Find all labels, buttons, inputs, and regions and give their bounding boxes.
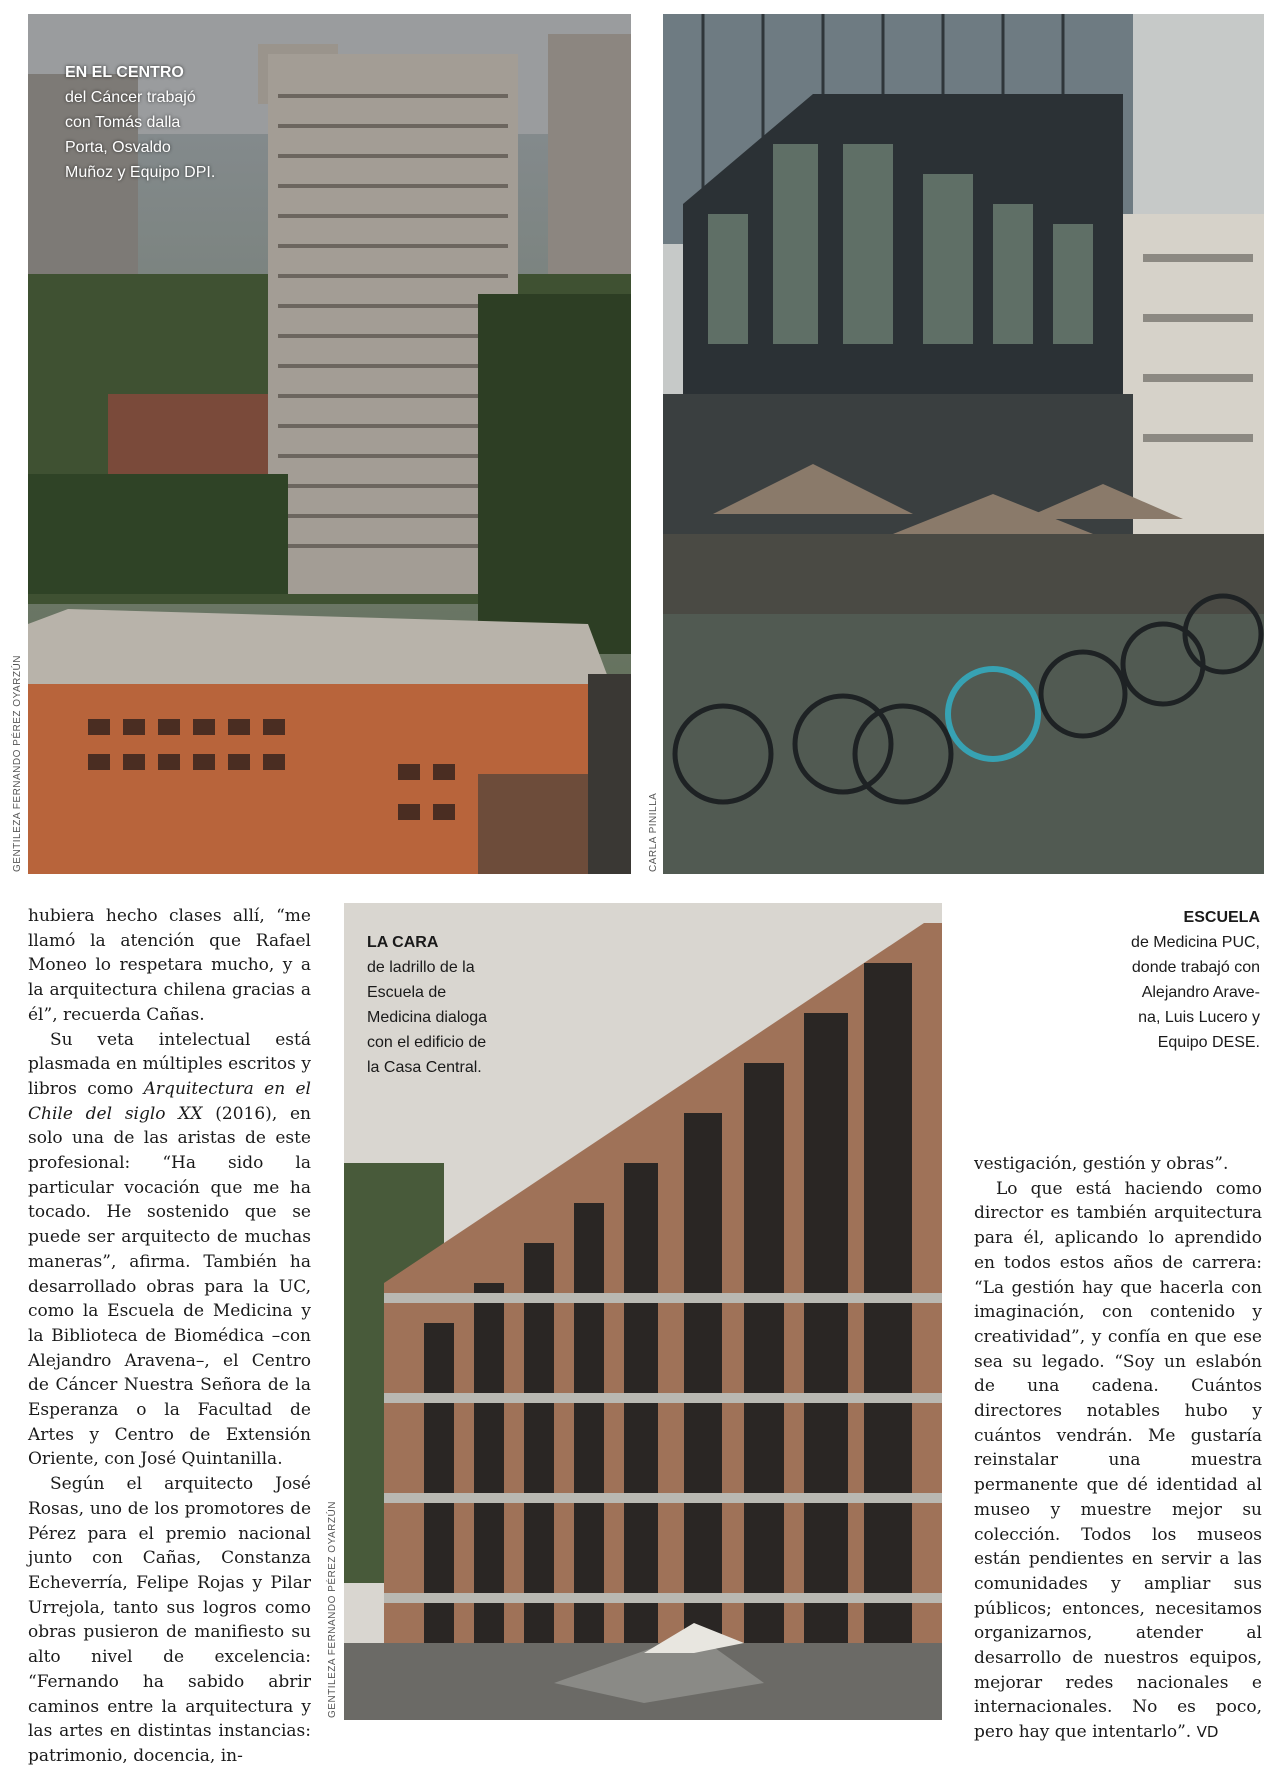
article-paragraph: vestigación, gestión y obras”.	[974, 1154, 1229, 1174]
article-paragraph: hubiera hecho clases allí, “me llamó la atención que Rafael Moneo lo respetara mucho, y a la arquitectura chilena gracias a él”, recuerda Cañas.	[28, 906, 311, 1025]
photo-credit: CARLA PINILLA	[648, 792, 659, 872]
bicycles-photo-icon	[663, 14, 1264, 874]
caption-text: de Medicina PUC, donde trabajó con Alejandro Arave- na, Luis Lucero y Equipo DESE.	[1131, 934, 1260, 1051]
caption-text: de ladrillo de la Escuela de Medicina dialoga con el edificio de la Casa Central.	[367, 959, 488, 1076]
article-paragraph	[974, 1177, 1262, 1745]
caption-title: LA CARA	[367, 934, 439, 951]
caption-text: del Cáncer trabajó con Tomás dalla Porta, Osvaldo Muñoz y Equipo DPI.	[65, 89, 216, 181]
article-paragraph	[28, 1028, 311, 1473]
text-run: Lo que está haciendo como director es también arquitectura para él, aplicando lo aprendido en todos estos años de carrera: “La gestión hay que hacerla con imaginación, con contenido y creatividad”, y confía en que ese sea su legado. “Soy un eslabón de una cadena. Cuántos directores notables hubo y cuántos vendrán. Me gustaría reinstalar una muestra permanente que dé identidad al museo y muestre mejor su colección. Todos los museos están pendientes en servir a las comunidades y ampliar sus públicos; entonces, necesitamos organizarnos, atender al desarrollo de nuestros equipos, mejorar redes nacionales e internacionales. No es poco, pero hay que intentarlo”.	[974, 1178, 1262, 1743]
caption-title: ESCUELA	[1183, 909, 1260, 926]
book-title: Arquitectura en el Chile del siglo XX	[28, 1078, 311, 1124]
article-paragraph: Según el arquitecto José Rosas, uno de los promotores de Pérez para el premio nacional junto con Cañas, Constanza Echeverría, Felipe Rojas y Pilar Urrejola, tanto sus logros como obras pusieron de manifiesto su alto nivel de excelencia: “Fernando ha sabido abrir caminos entre la arquitectura y las artes en distintas instancias: patrimonio, docencia, in-	[28, 1474, 311, 1766]
text-run: Su veta intelectual está plasmada en múltiples escritos y libros como	[28, 1029, 311, 1099]
photo-credit: GENTILEZA FERNANDO PÉREZ OYARZÚN	[327, 1501, 338, 1718]
caption-title: EN EL CENTRO	[65, 64, 184, 81]
text-run: (2016), en solo una de las aristas de este profesional: “Ha sido la particular vocación que me ha tocado. He sostenido que se puede ser arquitecto de muchas maneras”, afirma. También ha desarrollado obras para la UC, como la Escuela de Medicina y la Biblioteca de Biomédica –con Alejandro Aravena–, el Centro de Cáncer Nuestra Señora de la Esperanza o la Facultad de Artes y Centro de Extensión Oriente, con José Quintanilla.	[28, 1103, 312, 1470]
caption-en-el-centro	[65, 60, 285, 185]
photo-credit: GENTILEZA FERNANDO PÉREZ OYARZÚN	[12, 655, 23, 872]
photo-medicine-school-bicycles	[663, 14, 1264, 874]
article-column-left	[28, 904, 311, 1769]
caption-escuela	[1060, 905, 1260, 1055]
author-signature: VD	[1196, 1723, 1219, 1742]
caption-la-cara	[367, 930, 527, 1080]
article-column-right	[974, 1152, 1262, 1745]
